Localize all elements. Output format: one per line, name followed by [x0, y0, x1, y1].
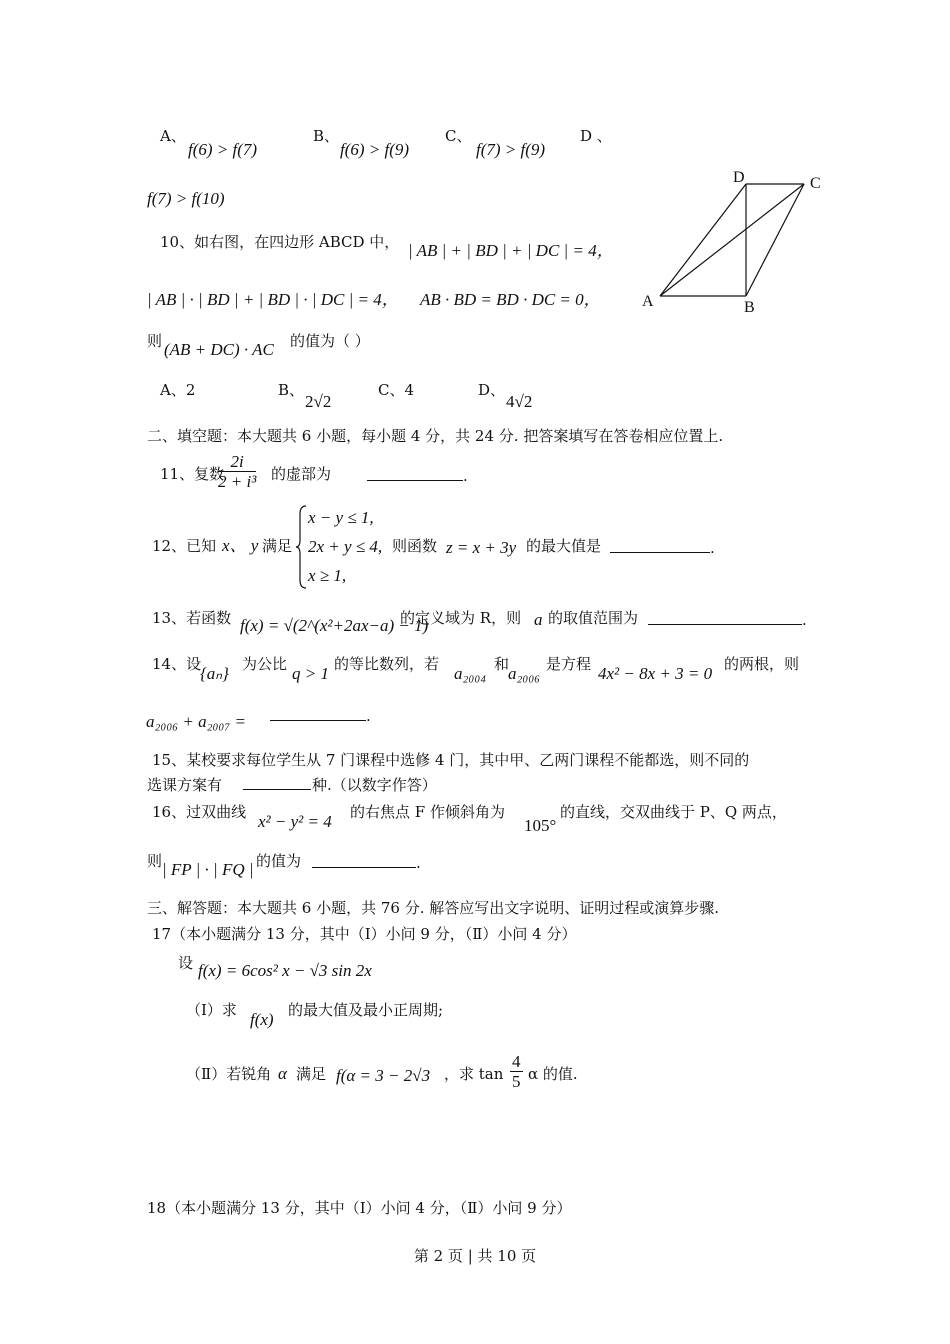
q17-fraction-denominator: 5	[512, 1072, 521, 1091]
q12-vars: x、 y	[222, 536, 259, 555]
q9-option-b-label: B、	[313, 127, 340, 145]
q17-set-prefix: 设	[178, 954, 194, 972]
q16-ask-prefix: 则	[147, 852, 163, 870]
edge-cb	[746, 184, 804, 296]
q10-ask-prefix: 则	[147, 332, 163, 350]
q11-numerator: 2i	[218, 452, 256, 472]
q16-suffix: 的直线，交双曲线于 P、Q 两点，	[560, 803, 787, 821]
q14-condition: q > 1	[292, 664, 329, 683]
q10-option-b-label: B、	[278, 381, 305, 399]
q12-mid: 满足	[262, 537, 293, 555]
q10-option-d-label: D、	[478, 381, 506, 399]
q9-option-d-expr: f(7) > f(10)	[147, 189, 225, 208]
q12-constraint-1: x − y ≤ 1,	[308, 508, 374, 527]
q14-mid-4: 是方程	[546, 655, 592, 673]
vertex-label-c: C	[810, 175, 821, 192]
q9-option-c-label: C、	[445, 127, 472, 145]
q12-constraint-2: 2x + y ≤ 4,	[308, 537, 383, 556]
q16-curve: x² − y² = 4	[258, 812, 332, 831]
q11-denominator: 2 + i³	[218, 472, 257, 491]
vertex-label-b: B	[744, 299, 755, 316]
edge-ad	[660, 184, 746, 296]
q12-constraint-3: x ≥ 1,	[308, 566, 347, 585]
q13-expr: f(x) = √(2^(x²+2ax−a) − 1)	[240, 616, 429, 635]
q14-mid-2: 的等比数列，若	[334, 655, 440, 673]
q15-line-2-prefix: 选课方案有	[147, 776, 223, 794]
q17-part-1-expr: f(x)	[250, 1010, 274, 1029]
q17-part-2-expr: f(α = 3 − 2√3	[336, 1066, 431, 1085]
q10-option-c: C、4	[378, 381, 415, 399]
section-3-heading: 三、解答题：本大题共 6 小题，共 76 分. 解答应写出文字说明、证明过程或演算步骤.	[147, 899, 720, 917]
q10-ask-expr: (AB + DC) · AC	[164, 340, 274, 359]
q15-line-1: 15、某校要求每位学生从 7 门课程中选修 4 门，其中甲、乙两门课程不能都选，则不同的	[152, 751, 750, 769]
q10-stem: 10、如右图，在四边形 ABCD 中，	[160, 233, 400, 251]
q16-angle: 105°	[524, 816, 557, 835]
q17-title: 17（本小题满分 13 分，其中（Ⅰ）小问 9 分，（Ⅱ）小问 4 分）	[152, 925, 577, 943]
q14-term-2: a₂₀₀₆	[508, 664, 541, 683]
q16-ask-suffix: 的值为	[256, 852, 302, 870]
q12-after: 则函数	[392, 537, 438, 555]
q10-condition-1: | AB | + | BD | + | DC | = 4，	[408, 241, 614, 260]
q14-term-1: a₂₀₀₄	[454, 664, 487, 683]
q9-option-a-label: A、	[160, 127, 186, 145]
q17-part-1-prefix: （Ⅰ）求	[186, 1001, 237, 1019]
q13-var: a	[534, 610, 543, 629]
q11-suffix: 的虚部为	[271, 465, 332, 483]
q9-option-b-expr: f(6) > f(9)	[340, 140, 410, 159]
q16-mid: 的右焦点 F 作倾斜角为	[350, 803, 505, 821]
vertex-label-a: A	[642, 293, 654, 310]
q10-option-b-expr: 2√2	[305, 392, 332, 411]
q14-mid-3: 和	[494, 655, 510, 673]
q14-answer-blank[interactable]: .	[270, 706, 371, 726]
q11-stem: 11、复数	[160, 465, 225, 483]
q17-part-1-suffix: 的最大值及最小正周期;	[288, 1001, 444, 1019]
q17-part-2-mid-2: ，求 tan	[444, 1065, 504, 1083]
q14-mid-1: 为公比	[242, 655, 288, 673]
q14-ask: a₂₀₀₆ + a₂₀₀₇ =	[146, 712, 246, 731]
q17-part-2-fraction	[510, 1052, 523, 1091]
vertex-label-d: D	[733, 169, 745, 186]
quadrilateral-figure	[636, 166, 836, 316]
q14-equation: 4x² − 8x + 3 = 0	[598, 664, 713, 683]
q10-option-d-expr: 4√2	[506, 392, 533, 411]
q17-part-2-var: α	[278, 1064, 287, 1083]
q10-ask-suffix: 的值为（ ）	[290, 332, 370, 350]
q14-sequence: {aₙ}	[200, 664, 229, 683]
q11-answer-blank[interactable]: .	[367, 466, 468, 486]
q10-condition-2: | AB | · | BD | + | BD | · | DC | = 4，	[147, 290, 399, 309]
q16-stem: 16、过双曲线	[152, 803, 247, 821]
diagonal-ac	[660, 184, 804, 296]
q9-option-c-expr: f(7) > f(9)	[476, 140, 546, 159]
q10-condition-3: AB · BD = BD · DC = 0，	[420, 290, 601, 309]
q9-option-a-expr: f(6) > f(7)	[188, 140, 258, 159]
q12-stem: 12、已知	[152, 537, 217, 555]
q16-ask: | FP | · | FQ |	[162, 860, 254, 879]
q18-title: 18（本小题满分 13 分，其中（Ⅰ）小问 4 分，（Ⅱ）小问 9 分）	[147, 1199, 572, 1217]
q14-suffix: 的两根，则	[724, 655, 800, 673]
q17-function: f(x) = 6cos² x − √3 sin 2x	[198, 961, 372, 980]
left-brace-icon	[296, 504, 308, 590]
q9-option-d-label: D 、	[580, 127, 612, 145]
q13-suffix-2: 的取值范围为	[548, 609, 639, 627]
q10-option-a: A、2	[160, 381, 196, 399]
q14-stem: 14、设	[152, 655, 202, 673]
q15-answer-blank[interactable]	[243, 775, 311, 795]
q17-fraction-numerator: 4	[512, 1052, 521, 1071]
q12-suffix: 的最大值是	[526, 537, 602, 555]
q13-stem: 13、若函数	[152, 609, 232, 627]
q12-answer-blank[interactable]: .	[610, 538, 715, 558]
section-2-heading: 二、填空题：本大题共 6 小题，每小题 4 分，共 24 分. 把答案填写在答卷相应位置上.	[147, 427, 724, 445]
q17-part-2-suffix: α 的值.	[528, 1065, 578, 1083]
q12-function: z = x + 3y	[446, 538, 517, 557]
page-footer: 第 2 页 | 共 10 页	[413, 1247, 537, 1265]
q13-suffix: 的定义域为 R，则	[400, 609, 522, 627]
q17-part-2-prefix: （Ⅱ）若锐角	[186, 1065, 272, 1083]
q16-answer-blank[interactable]: .	[312, 853, 421, 873]
q15-line-2-suffix: 种.（以数字作答）	[312, 776, 437, 794]
q11-fraction	[218, 452, 256, 491]
q17-part-2-mid: 满足	[296, 1065, 327, 1083]
q13-answer-blank[interactable]: .	[648, 610, 807, 630]
